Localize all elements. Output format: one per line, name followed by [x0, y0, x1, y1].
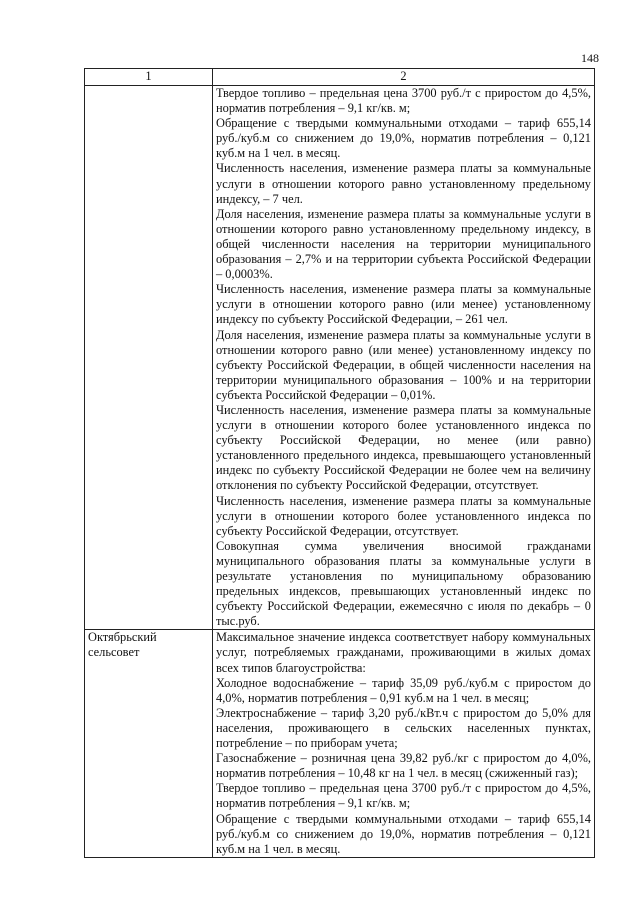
table-row	[85, 630, 595, 857]
paragraph: Численность населения, изменение размера платы за коммунальные услуги в отношении которого равно установленному предельному индексу, – 7 чел.	[216, 161, 591, 206]
paragraph: Численность населения, изменение размера платы за коммунальные услуги в отношении которого более установленного индекса по субъекту Российской Федерации, но менее (или равно) установленного предельного индекса, превышающего установленный индекс по субъекту Российской Федерации не более чем на величину отклонения по субъекту Российской Федерации, отсутствует.	[216, 402, 591, 493]
paragraph: Электроснабжение – тариф 3,20 руб./кВт.ч с приростом до 5,0% для населения, проживающего в сельских населенных пунктах, потребление – по приборам учета;	[216, 705, 591, 751]
paragraph: Совокупная сумма увеличения вносимой гражданами муниципального образования платы за коммунальные услуги в результате установления по муниципальному образованию предельных индексов, превышающих установленный индекс по субъекту Российской Федерации, ежемесячно с июля по декабрь – 0 тыс.руб.	[216, 538, 591, 629]
paragraph: Максимальное значение индекса соответствует набору коммунальных услуг, потребляемых гражданами, проживающими в жилых домах всех типов благоустройства:	[216, 630, 591, 675]
paragraph: Обращение с твердыми коммунальными отходами – тариф 655,14 руб./куб.м со снижением до 19,0%, норматив потребления – 0,121 куб.м на 1 чел. в месяц.	[216, 811, 591, 856]
row-content	[213, 86, 595, 630]
table-row	[85, 86, 595, 630]
paragraph: Твердое топливо – предельная цена 3700 руб./т с приростом до 4,5%, норматив потребления – 9,1 кг/кв. м;	[216, 86, 591, 116]
document-table	[84, 68, 595, 858]
row-label	[85, 86, 213, 630]
column-header-1: 1	[85, 69, 213, 86]
row-label: Октябрьский сельсовет	[85, 630, 213, 857]
row-content	[213, 630, 595, 857]
paragraph: Доля населения, изменение размера платы за коммунальные услуги в отношении которого равно установленному предельному индексу, в общей численности населения на территории муниципального образования – 2,7% и на территории субъекта Российской Федерации – 0,0003%.	[216, 206, 591, 282]
paragraph: Газоснабжение – розничная цена 39,82 руб./кг с приростом до 4,0%, норматив потребления – 10,48 кг на 1 чел. в месяц (сжиженный газ);	[216, 751, 591, 781]
paragraph: Твердое топливо – предельная цена 3700 руб./т с приростом до 4,5%, норматив потребления – 9,1 кг/кв. м;	[216, 781, 591, 811]
paragraph: Численность населения, изменение размера платы за коммунальные услуги в отношении которого равно (или менее) установленному индексу по субъекту Российской Федерации, – 261 чел.	[216, 282, 591, 327]
table-header-row	[85, 69, 595, 86]
page-number: 148	[581, 51, 599, 65]
paragraph: Холодное водоснабжение – тариф 35,09 руб./куб.м с приростом до 4,0%, норматив потребления – 0,91 куб.м на 1 чел. в месяц;	[216, 675, 591, 705]
paragraph: Обращение с твердыми коммунальными отходами – тариф 655,14 руб./куб.м со снижением до 19,0%, норматив потребления – 0,121 куб.м на 1 чел. в месяц.	[216, 116, 591, 161]
paragraph: Численность населения, изменение размера платы за коммунальные услуги в отношении которого более установленного индекса по субъекту Российской Федерации, отсутствует.	[216, 493, 591, 538]
paragraph: Доля населения, изменение размера платы за коммунальные услуги в отношении которого равно (или менее) установленному индексу по субъекту Российской Федерации, в общей численности населения на территории муниципального образования – 100% и на территории субъекта Российской Федерации – 0,01%.	[216, 327, 591, 402]
column-header-2: 2	[213, 69, 595, 86]
